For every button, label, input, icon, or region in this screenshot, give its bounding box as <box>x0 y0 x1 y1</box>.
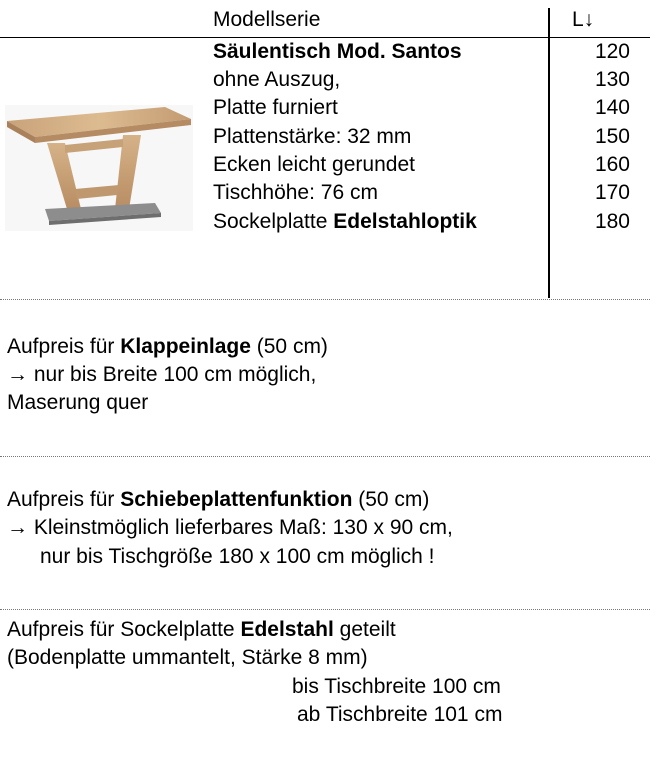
surcharge-note-line: (Bodenplatte ummantelt, Stärke 8 mm) <box>7 646 368 669</box>
surcharge-note-line: bis Tischbreite 100 cm <box>292 675 501 698</box>
product-desc-line: Tischhöhe: 76 cm <box>213 181 378 204</box>
length-header: L↓ <box>572 8 595 31</box>
product-desc-line: ohne Auszug, <box>213 68 341 91</box>
column-divider <box>548 8 550 298</box>
surcharge-note-line: Maserung quer <box>7 391 149 414</box>
length-value: 170 <box>594 181 630 204</box>
surcharge-schiebeplatte-heading: Aufpreis für Schiebeplattenfunktion (50 cm) <box>7 488 430 511</box>
length-value: 180 <box>594 210 630 233</box>
section-divider <box>0 456 650 457</box>
section-divider <box>0 299 650 300</box>
series-header: Modellserie <box>213 8 321 31</box>
product-desc-line: Plattenstärke: 32 mm <box>213 125 412 148</box>
product-desc-line: Platte furniert <box>213 96 338 119</box>
product-title: Säulentisch Mod. Santos <box>213 40 462 63</box>
section-divider <box>0 609 650 610</box>
product-desc-line: Ecken leicht gerundet <box>213 153 415 176</box>
length-value: 150 <box>594 125 630 148</box>
surcharge-note-line: nur bis Tischgröße 180 x 100 cm möglich ! <box>40 545 435 568</box>
surcharge-note-line: → Kleinstmöglich lieferbares Maß: 130 x 90 cm, <box>7 516 453 539</box>
surcharge-note-line: → nur bis Breite 100 cm möglich, <box>7 363 317 386</box>
length-value: 160 <box>594 153 630 176</box>
surcharge-note-line: ab Tischbreite 101 cm <box>297 703 503 726</box>
surcharge-klappeinlage-heading: Aufpreis für Klappeinlage (50 cm) <box>7 335 328 358</box>
length-value: 120 <box>594 40 630 63</box>
table-product-image <box>5 105 193 231</box>
length-value: 140 <box>594 96 630 119</box>
product-base-line: Sockelplatte Edelstahloptik <box>213 210 477 233</box>
length-value: 130 <box>594 68 630 91</box>
surcharge-edelstahl-heading: Aufpreis für Sockelplatte Edelstahl geteilt <box>7 618 396 641</box>
